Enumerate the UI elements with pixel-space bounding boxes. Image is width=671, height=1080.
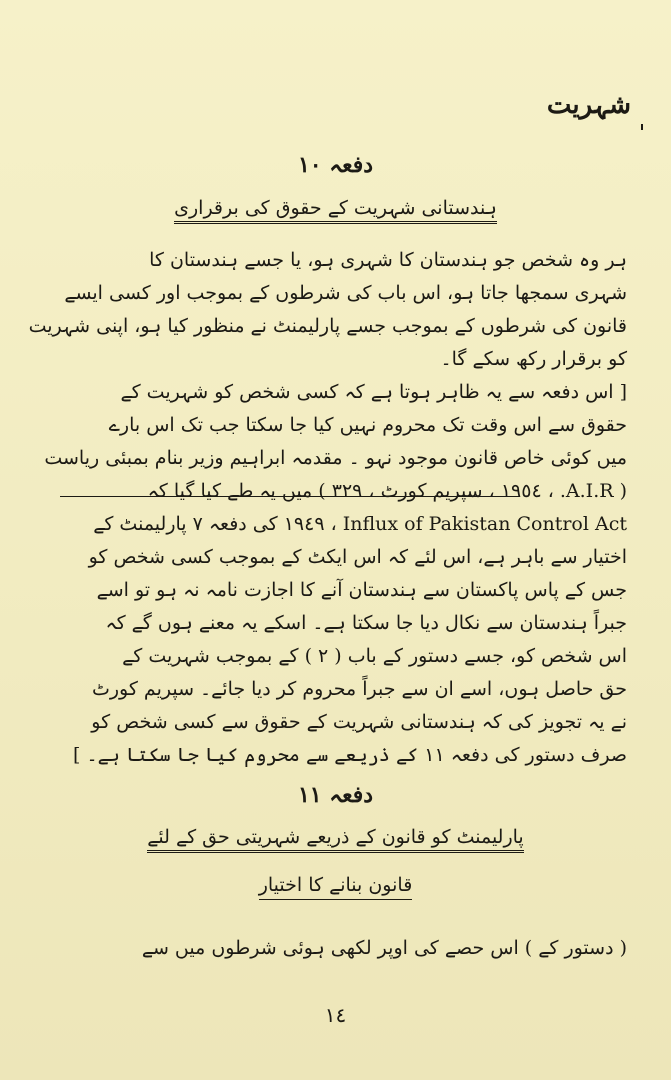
section-10-body-line: کو برقرار رکھ سکے گا۔ — [440, 348, 627, 370]
commentary-line: اس شخص کو، جسے دستور کے باب ( ٢ ) کے بموجب شہریت کے — [122, 645, 627, 667]
section-11-body — [56, 932, 627, 965]
section-10-body-line: قانون کی شرطوں کے بموجب جسے پارلیمنٹ نے منظور کیا ہو، اپنی شہریت — [28, 315, 627, 337]
section-11-heading-2 — [0, 874, 671, 900]
running-head: شہریت — [546, 90, 631, 120]
margin-mark — [641, 124, 643, 130]
section-10-body-line: ہر وہ شخص جو ہندستان کا شہری ہو، یا جسے ہندستان کا — [149, 249, 627, 271]
section-11-heading-1 — [0, 826, 671, 853]
commentary-line: صرف دستور کی دفعہ ١١ کے ذریعے سے محروم کیا جا سکتا ہے۔ ] — [73, 744, 627, 766]
section-11-heading-2-text: قانون بنانے کا اختیار — [259, 874, 413, 900]
section-11-title: دفعہ ١١ — [297, 782, 374, 808]
section-10-title: دفعہ ١٠ — [297, 152, 374, 178]
section-10-body-line: شہری سمجھا جاتا ہو، اس باب کی شرطوں کے بموجب اور کسی ایسے — [64, 282, 627, 304]
commentary-line: جس کے پاس پاکستان سے ہندستان آنے کا اجازت نامہ نہ ہو تو اسے — [96, 579, 627, 601]
commentary-line: Influx of Pakistan Control Act ، ١٩٤٩ کی دفعہ ٧ پارلیمنٹ کے — [93, 513, 627, 535]
section-11-body-line: ( دستور کے ) اس حصے کی اوپر لکھی ہوئی شرطوں میں سے — [141, 937, 627, 959]
commentary-line: حق حاصل ہوں، اسے ان سے جبراً محروم کر دیا جائے۔ سپریم کورٹ — [91, 678, 627, 700]
commentary-line: [ اس دفعہ سے یہ ظاہر ہوتا ہے کہ کسی شخص کو شہریت کے — [120, 381, 627, 403]
commentary-line: ( A.I.R. ، ١٩٥٤ ، سپریم کورٹ ، ٣٢٩ ) میں یہ طے کیا گیا کہ — [147, 480, 627, 502]
commentary-line: جبراً ہندستان سے نکال دیا جا سکتا ہے۔ اسکے یہ معنے ہوں گے کہ — [105, 612, 627, 634]
section-10-body — [28, 244, 627, 376]
section-11-heading-1-text: پارلیمنٹ کو قانون کے ذریعے شہریتی حق کے لئے — [147, 826, 523, 853]
section-10-heading — [0, 197, 671, 224]
commentary-line: حقوق سے اس وقت تک محروم نہیں کیا جا سکتا جب تک اس بارے — [108, 414, 627, 436]
commentary-line: میں کوئی خاص قانون موجود نہو ۔ مقدمہ ابراہیم وزیر بنام بمبئی ریاست — [44, 447, 627, 469]
commentary-line: نے یہ تجویز کی کہ ہندستانی شہریت کے حقوق سے کسی شخص کو — [91, 711, 627, 733]
section-10-commentary — [44, 376, 627, 772]
commentary-line: اختیار سے باہر ہے، اس لئے کہ اس ایکٹ کے بموجب کسی شخص کو — [88, 546, 627, 568]
page-number: ١٤ — [324, 1003, 347, 1027]
section-10-heading-text: ہندستانی شہریت کے حقوق کی برقراری — [174, 197, 497, 224]
text-divider-rule — [60, 496, 520, 497]
